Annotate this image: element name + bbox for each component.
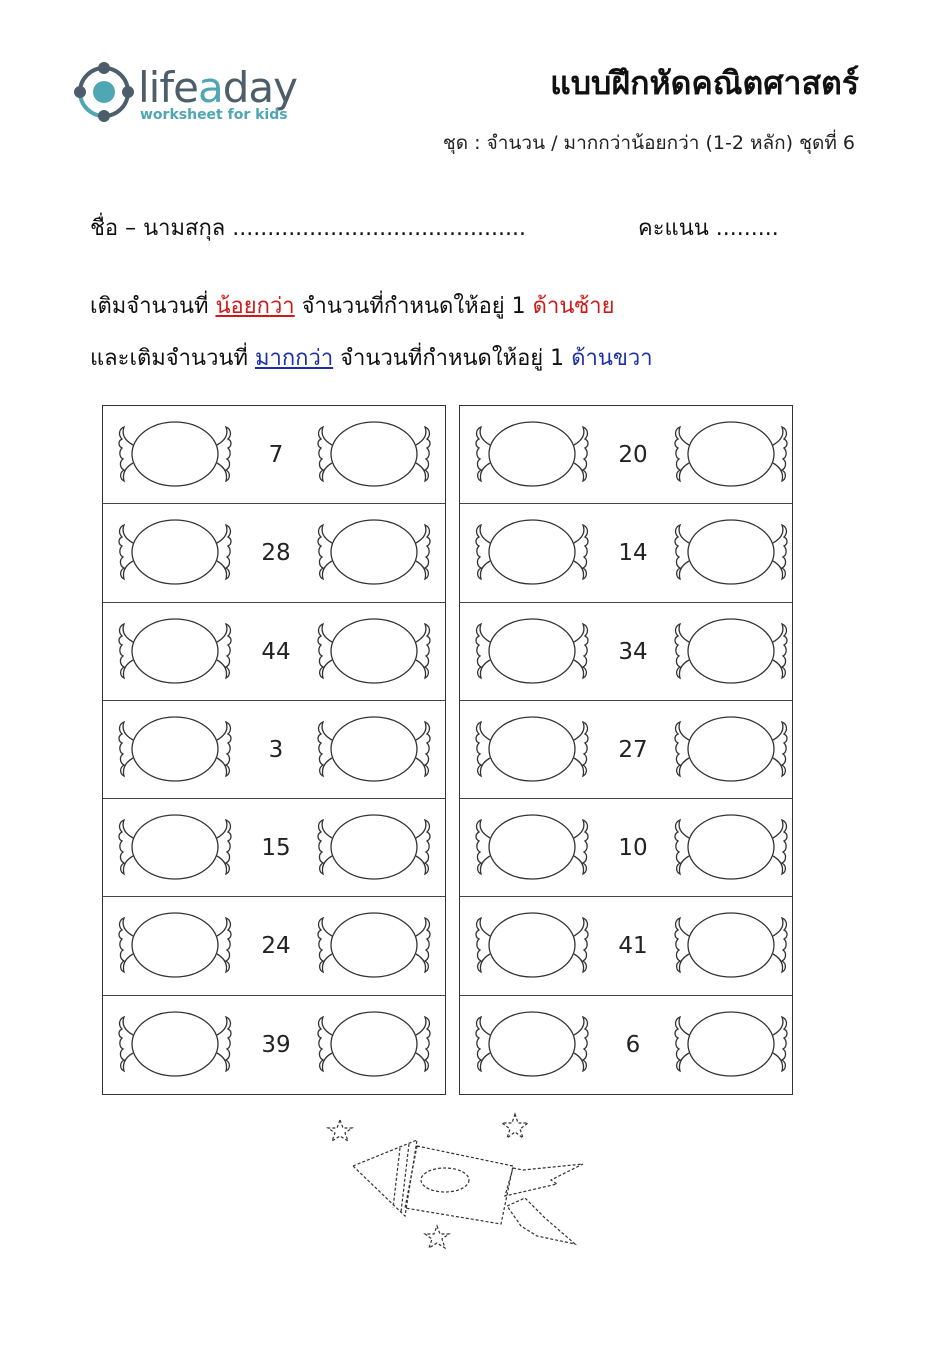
exercise-row — [460, 701, 792, 799]
given-number: 3 — [268, 736, 284, 763]
star-icon — [502, 1114, 528, 1138]
worksheet-subtitle: ชุด : จำนวน / มากกว่าน้อยกว่า (1-2 หลัก) ชุดที่ 6 — [442, 132, 855, 154]
lifeaday-logo — [72, 58, 312, 128]
given-number: 15 — [261, 835, 291, 862]
candy-icon — [116, 1005, 234, 1083]
exercise-row — [103, 799, 445, 897]
candy-icon — [473, 808, 591, 886]
exercise-row — [103, 603, 445, 701]
star-icon — [328, 1120, 352, 1141]
candy-icon — [315, 415, 433, 493]
candy-icon — [116, 710, 234, 788]
candy-icon — [116, 906, 234, 984]
given-number: 24 — [261, 933, 291, 960]
given-number: 6 — [625, 1031, 641, 1058]
given-number: 44 — [261, 638, 291, 665]
candy-icon — [116, 415, 234, 493]
exercise-row — [103, 406, 445, 504]
side-right-label: ด้านขวา — [571, 346, 653, 371]
logo-wordmark: lifeaday — [138, 63, 297, 112]
candy-icon — [473, 906, 591, 984]
exercise-row — [460, 504, 792, 602]
candy-icon — [672, 415, 790, 493]
rocket-icon — [325, 1108, 590, 1258]
molecule-logo-icon — [72, 60, 136, 124]
exercise-row — [103, 701, 445, 799]
exercise-panel-left — [102, 405, 446, 1095]
exercise-row — [460, 996, 792, 1094]
candy-icon — [672, 906, 790, 984]
exercise-row — [460, 603, 792, 701]
logo-tagline: worksheet for kids — [140, 107, 288, 123]
candy-icon — [672, 1005, 790, 1083]
instruction-less-than: เติมจำนวนที่ น้อยกว่า จำนวนที่กำหนดให้อยู่ 1 ด้านซ้าย — [90, 294, 615, 319]
given-number: 20 — [618, 442, 648, 468]
exercise-row — [460, 799, 792, 897]
given-number: 34 — [618, 638, 648, 665]
exercise-panel-right — [459, 405, 793, 1095]
candy-icon — [672, 612, 790, 690]
instruction-greater-than: และเติมจำนวนที่ มากกว่า จำนวนที่กำหนดให้อยู่ 1 ด้านขวา — [90, 346, 653, 371]
given-number: 10 — [618, 835, 648, 862]
given-number: 28 — [261, 540, 291, 567]
candy-icon — [473, 612, 591, 690]
given-number: 14 — [618, 540, 648, 567]
candy-icon — [116, 808, 234, 886]
candy-icon — [672, 808, 790, 886]
keyword-greater-than: มากกว่า — [254, 346, 334, 371]
candy-icon — [315, 710, 433, 788]
candy-icon — [315, 1005, 433, 1083]
candy-icon — [315, 513, 433, 591]
given-number: 27 — [618, 736, 648, 763]
worksheet-title: แบบฝึกหัดคณิตศาสตร์ — [550, 64, 859, 102]
candy-icon — [315, 808, 433, 886]
student-name-field[interactable]: ชื่อ – นามสกุล .......................................... — [90, 216, 526, 241]
exercise-row — [103, 996, 445, 1094]
candy-icon — [116, 612, 234, 690]
candy-icon — [116, 513, 234, 591]
candy-icon — [473, 1005, 591, 1083]
given-number: 7 — [268, 442, 284, 468]
candy-icon — [315, 906, 433, 984]
candy-icon — [473, 415, 591, 493]
candy-icon — [672, 513, 790, 591]
given-number: 39 — [261, 1031, 291, 1058]
side-left-label: ด้านซ้าย — [532, 294, 615, 319]
exercise-row — [460, 406, 792, 504]
score-field[interactable]: คะแนน ......... — [638, 216, 779, 241]
given-number: 41 — [618, 933, 648, 960]
candy-icon — [315, 612, 433, 690]
exercise-row — [103, 504, 445, 602]
candy-icon — [473, 513, 591, 591]
candy-icon — [672, 710, 790, 788]
keyword-less-than: น้อยกว่า — [215, 294, 295, 319]
exercise-row — [103, 897, 445, 995]
exercise-row — [460, 897, 792, 995]
candy-icon — [473, 710, 591, 788]
star-icon — [425, 1226, 449, 1248]
